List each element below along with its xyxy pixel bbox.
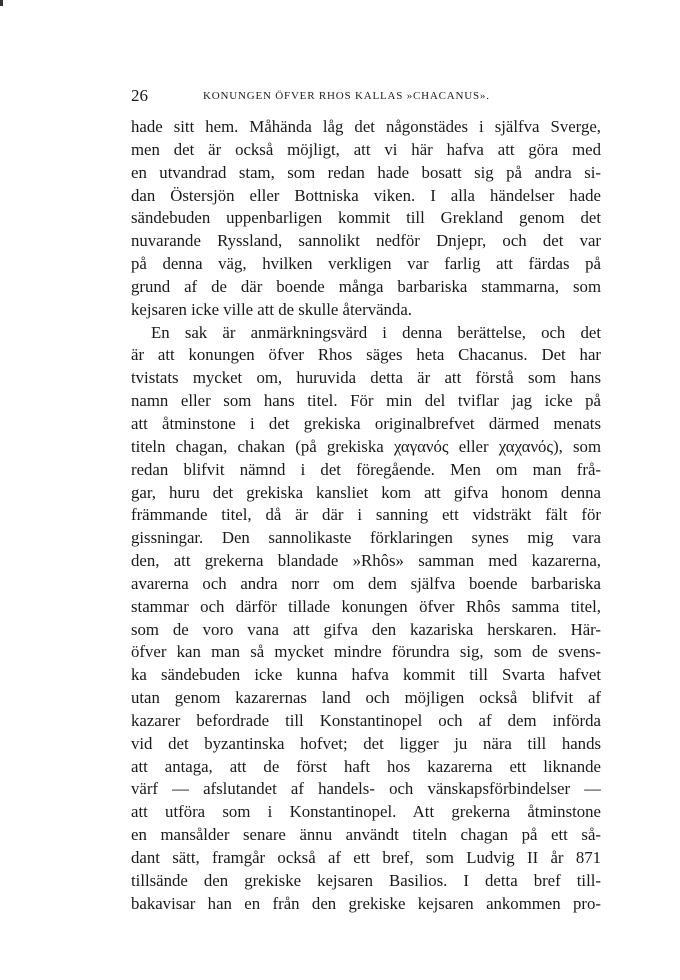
- text-line: att antaga, att de först haft hos kazarerna ett liknande: [131, 756, 601, 776]
- page-number: 26: [131, 86, 148, 105]
- text-line: att utföra som i Konstantinopel. Att grekerna åtminstone: [131, 802, 601, 822]
- text-line: är att konungen öfver Rhos säges heta Chacanus. Det har: [131, 345, 601, 365]
- text-line: hade sitt hem. Måhända låg det någonstädes i själfva Sverge,: [131, 117, 601, 136]
- text-line: tillsände den grekiske kejsaren Basilios. I detta bref till-: [131, 870, 601, 890]
- text-line: vid det byzantinska hofvet; det ligger ju nära till hands: [131, 733, 601, 753]
- page-header: [131, 86, 601, 108]
- text-line: bakavisar han en från den grekiske kejsaren ankommen pro-: [131, 893, 601, 913]
- text-line: titeln chagan, chakan (på grekiska χαγανός eller χαχανός), som: [131, 436, 601, 456]
- body-text: [131, 116, 601, 916]
- text-line: värf — afslutandet af handels- och vänskapsförbindelser —: [131, 779, 601, 799]
- text-line: dan Östersjön eller Bottniska viken. I alla händelser hade: [131, 185, 601, 205]
- text-line: nuvarande Ryssland, sannolikt nedför Dnjepr, och det var: [131, 231, 601, 251]
- paragraph-start-line: En sak är anmärkningsvärd i denna berättelse, och det: [151, 322, 601, 342]
- text-line: att åtminstone i det grekiska originalbrefvet därmed menats: [131, 413, 601, 433]
- text-line: ka sändebuden icke kunna hafva kommit till Svarta hafvet: [131, 665, 601, 685]
- text-line: utan genom kazarernas land och möjligen också blifvit af: [131, 688, 601, 708]
- text-line: sändebuden uppenbarligen kommit till Grekland genom det: [131, 208, 601, 228]
- text-line: men det är också möjligt, att vi här hafva att göra med: [131, 139, 601, 159]
- text-line: en utvandrad stam, som redan hade bosatt sig på andra si-: [131, 162, 601, 182]
- text-line: stammar och därför tillade konungen öfver Rhôs samma titel,: [131, 596, 601, 616]
- text-line: på denna väg, hvilken verkligen var farlig att färdas på: [131, 254, 601, 274]
- text-line: gissningar. Den sannolikaste förklaringen synes mig vara: [131, 528, 601, 548]
- text-line: öfver kan man så mycket mindre förundra sig, som de svens-: [131, 642, 601, 662]
- scan-corner-mark: [0, 0, 3, 6]
- text-line: som de voro vana att gifva den kazariska herskaren. Här-: [131, 619, 601, 639]
- text-line: tvistats mycket om, huruvida detta är att förstå som hans: [131, 368, 601, 388]
- text-line: avarerna och andra norr om dem själfva boende barbariska: [131, 573, 601, 593]
- text-line: den, att grekerna blandade »Rhôs» samman med kazarerna,: [131, 551, 601, 571]
- text-line: grund af de där boende många barbariska stammarna, som: [131, 276, 601, 296]
- text-line: namn eller som hans titel. För min del tviflar jag icke på: [131, 391, 601, 411]
- text-line: gar, huru det grekiska kansliet kom att gifva honom denna: [131, 482, 601, 502]
- text-line: dant sätt, framgår också af ett bref, som Ludvig II år 871: [131, 848, 601, 867]
- text-line: främmande titel, då är där i sanning ett vidsträkt fält för: [131, 505, 601, 525]
- text-line: redan blifvit nämnd i det föregående. Men om man frå-: [131, 459, 601, 479]
- paragraph-end-line: kejsaren icke ville att de skulle återvända.: [131, 299, 412, 319]
- text-line: kazarer befordrade till Konstantinopel och af dem införda: [131, 710, 601, 730]
- running-title: KONUNGEN ÖFVER RHOS KALLAS »CHACANUS».: [203, 90, 490, 102]
- text-line: en mansålder senare ännu användt titeln chagan på ett så-: [131, 825, 601, 845]
